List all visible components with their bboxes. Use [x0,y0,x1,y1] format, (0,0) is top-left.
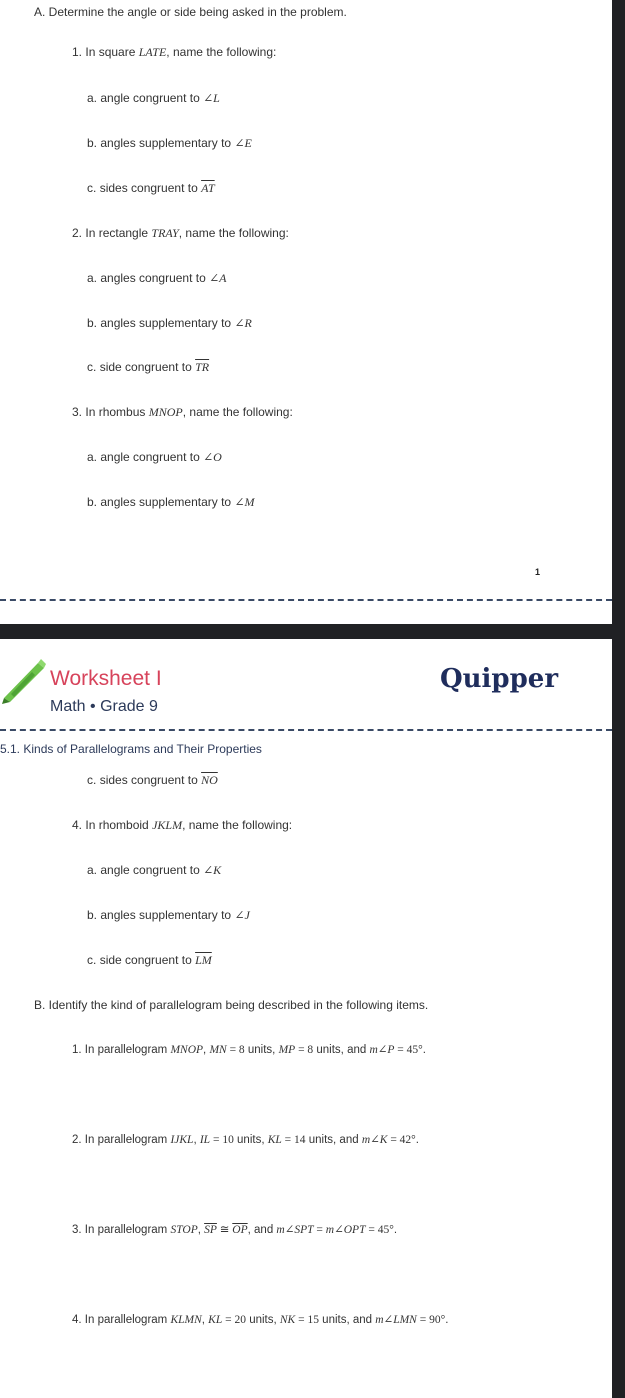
topic-heading: 5.1. Kinds of Parallelograms and Their Properties [0,742,262,756]
question-3: 3. In rhombus MNOP, name the following: [72,405,293,419]
pencil-icon [2,658,46,704]
question-3a: a. angle congruent to ∠O [87,450,222,464]
worksheet-subtitle: Math • Grade 9 [50,698,158,715]
worksheet-title: Worksheet I [50,667,162,690]
section-b-heading: B. Identify the kind of parallelogram being described in the following items. [34,998,429,1012]
question-2b: b. angles supplementary to ∠R [87,316,252,330]
question-1: 1. In square LATE, name the following: [72,45,277,59]
question-2c: c. side congruent to $\overline{TR}$ [87,360,210,374]
footer-dashed-divider [0,599,612,601]
question-4c: c. side congruent to $\overline{LM}$ [87,953,212,967]
question-3c: c. sides congruent to $\overline{NO}$ [87,773,218,787]
question-4: 4. In rhomboid JKLM, name the following: [72,818,293,832]
page-break-bar [0,624,612,639]
section-a-heading: A. Determine the angle or side being asked in the problem. [34,5,347,19]
question-1c: c. sides congruent to $\overline{AT}$ [87,181,215,195]
header-dashed-divider [0,729,612,731]
question-1a: a. angle congruent to ∠L [87,91,220,105]
item-b1: 1. In parallelogram MNOP, MN = 8 units, MP = 8 units, and m∠P = 45°. [72,1044,426,1056]
question-1b: b. angles supplementary to ∠E [87,136,252,150]
question-4b: b. angles supplementary to ∠J [87,908,250,922]
question-2: 2. In rectangle TRAY, name the following: [72,226,289,240]
question-3b: b. angles supplementary to ∠M [87,495,255,509]
item-b4: 4. In parallelogram KLMN, KL = 20 units, NK = 15 units, and m∠LMN = 90°. [72,1314,449,1326]
right-dark-strip [612,0,625,1398]
item-b2: 2. In parallelogram IJKL, IL = 10 units, KL = 14 units, and m∠K = 42°. [72,1134,419,1146]
question-2a: a. angles congruent to ∠A [87,271,227,285]
item-b3: 3. In parallelogram STOP, $\overline{SP}$ ≅ $\overline{OP}$, and m∠SPT = m∠OPT = 45°. [72,1224,398,1236]
quipper-logo: Quipper [440,664,559,694]
page-number: 1 [535,567,541,577]
question-4a: a. angle congruent to ∠K [87,863,222,877]
